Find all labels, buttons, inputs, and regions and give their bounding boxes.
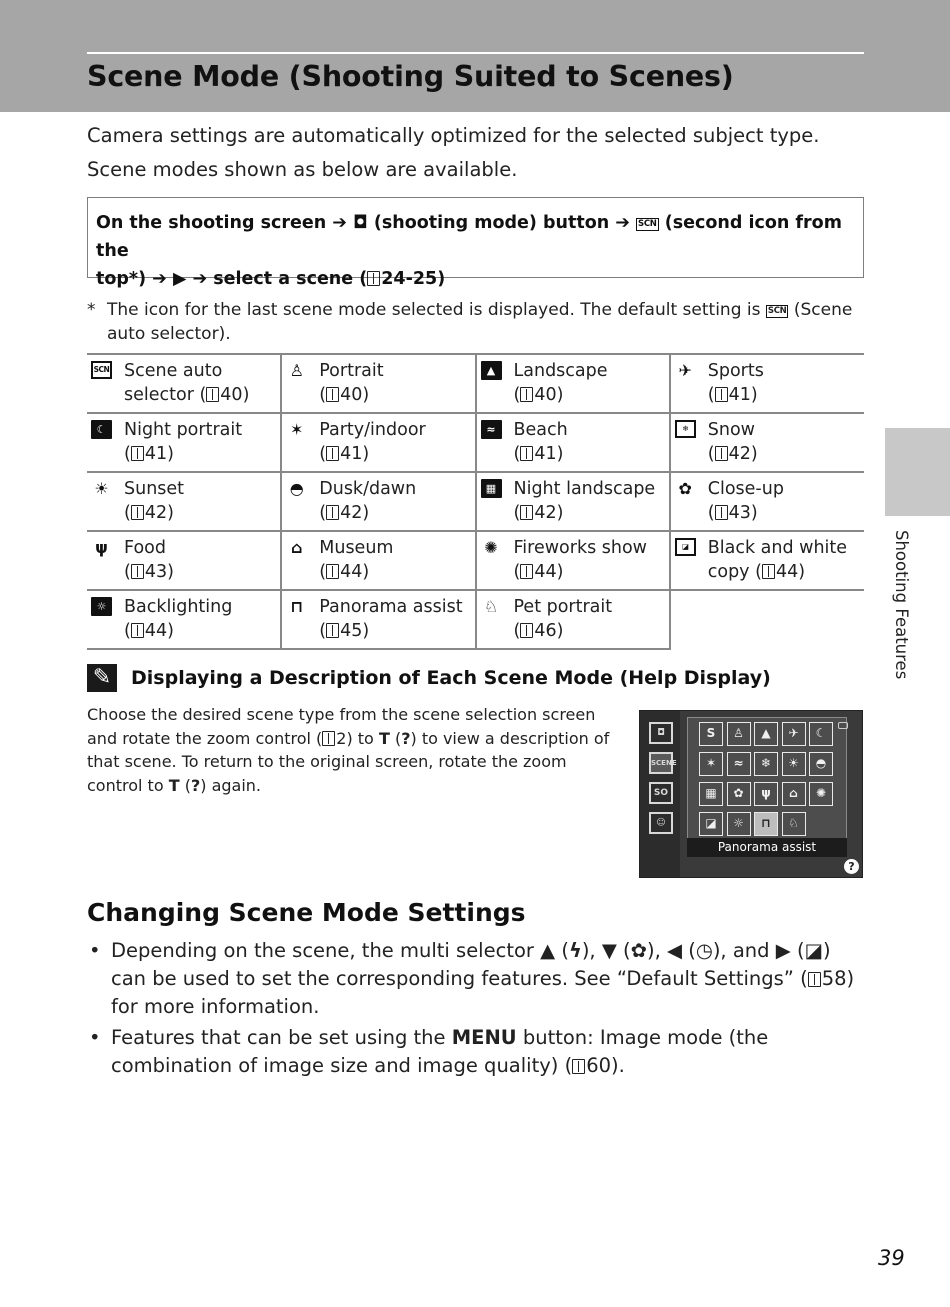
scene-table-row [87,590,864,649]
book-reference-icon [572,1059,585,1074]
panorama-assist-icon: ⊓ [754,812,778,836]
scene-ref-prefix: ( [124,621,131,641]
black-and-white-copy-icon: ◪ [699,812,723,836]
scene-auto-icon: SCN [638,219,657,229]
book-reference-icon [326,505,339,520]
scene-page-ref: 44) [144,621,174,641]
sports-icon: ✈ [782,722,806,746]
portrait-icon: ♙ [289,361,304,380]
dusk-dawn-icon: ◓ [809,752,833,776]
intro-line-2: Scene modes shown as below are available. [87,158,518,181]
scene-name: Night landscape [513,479,656,499]
scene-name: Night portrait [124,420,243,440]
landscape-icon: ▲ [481,361,502,380]
bullet-text: ) can be used to set the corresponding features. See “Default Settings” ( [111,939,831,990]
triangle-down-icon: ▼ [601,939,617,962]
navigation-path-box [87,197,864,289]
scene-cell [476,354,670,413]
sunset-icon: ☀ [94,479,109,498]
intro-line-1: Camera settings are automatically optimized for the selected subject type. [87,124,820,147]
book-reference-icon [715,387,728,402]
scene-page-ref: 42) [534,503,564,523]
nav-page-ref: 24-25) [381,269,446,289]
bullet-text: ), and [712,939,770,962]
footnote-text-after: (Scene auto selector). [107,300,853,344]
scene-cell [281,590,475,649]
book-reference-icon [131,623,144,638]
arrow-right-icon: ➔ [192,269,208,289]
pet-portrait-icon: ♘ [483,597,499,616]
scene-auto-icon: SCN [767,306,787,316]
scene-table-row [87,354,864,413]
scene-label [319,418,470,466]
footnote-text [87,298,864,346]
nav-text: top*) [96,269,147,289]
book-reference-icon [131,564,144,579]
scene-cell [281,472,475,531]
book-reference-icon [131,446,144,461]
scene-page-ref: 40) [340,385,370,405]
scene-name: Close-up [707,479,784,499]
scene-label [319,359,470,407]
scene-label [708,536,860,584]
scene-cell [476,531,670,590]
snow-icon: ❄ [675,420,696,438]
night-portrait-icon: ☾ [91,420,112,439]
scene-name: Portrait [319,361,384,381]
note-text: ) to view a description of that scene. To return to the original screen, rotate the zoom control to [87,728,610,795]
bullet-list [87,937,864,1083]
bullet-item [87,937,864,1021]
scene-label [124,595,276,643]
note-text: 2) to [336,728,374,748]
sport-continuous-icon: SO [649,782,673,804]
scene-ref-prefix: ( [513,621,521,641]
black-and-white-copy-icon: ◪ [675,538,696,556]
scene-label [708,418,860,466]
flash-icon: ϟ [568,939,582,962]
scene-name: Fireworks show [513,538,647,558]
book-reference-icon [326,446,339,461]
scene-name: Food [124,538,166,558]
scene-name: Landscape [513,361,608,381]
scene-page-ref: 44) [534,562,564,582]
bullet-text: ( [623,939,631,962]
camera-icon: ◘ [353,213,368,233]
scene-label [708,477,860,525]
bullet-text: button: Image mode (the combination of image size and image quality) ( [111,1026,769,1077]
page-number: 39 [878,1246,905,1270]
scene-ref-prefix: ( [124,562,131,582]
scene-ref-prefix: ( [707,385,715,405]
scene-auto-icon: SCN [91,361,112,379]
scene-ref-prefix: ( [513,503,521,523]
scene-name: Sunset [124,479,185,499]
header-rule [87,52,864,54]
scene-icon: SCENE [649,752,673,774]
book-reference-icon [715,505,728,520]
book-reference-icon [131,505,144,520]
bullet-text: ), [581,939,602,962]
book-reference-icon [520,505,533,520]
scene-cell [87,413,281,472]
triangle-left-icon: ◀ [667,939,682,962]
panorama-assist-icon: ⊓ [290,597,304,616]
scene-ref-prefix: ( [319,444,327,464]
scene-ref-prefix: ( [707,503,715,523]
note-pencil-icon: ✎ [87,664,117,692]
scene-cell [670,472,864,531]
scene-page-ref: 42) [144,503,174,523]
food-icon: ψ [754,782,778,806]
scene-page-ref: 41) [728,385,758,405]
scene-name: Pet portrait [513,597,613,617]
tele-icon: T [378,728,390,748]
backlighting-icon: ☼ [91,597,112,616]
scene-ref-prefix: ( [707,444,715,464]
scene-ref-prefix: ( [319,562,327,582]
scene-ref-prefix: ( [513,385,521,405]
scene-label [124,418,276,466]
beach-icon: ≈ [727,752,751,776]
nav-text: select a scene ( [213,269,368,289]
night-landscape-icon: ▦ [699,782,723,806]
scene-cell [670,531,864,590]
scene-ref-prefix: ( [513,562,521,582]
note-body [87,703,612,797]
help-icon: ? [190,775,201,795]
scene-name: Scene auto [124,361,223,381]
scene-cell [87,354,281,413]
scene-table-row [87,531,864,590]
scene-page-ref: 44) [340,562,370,582]
scene-cell [281,413,475,472]
scene-auto-icon: S [699,722,723,746]
header-band [0,0,950,112]
arrow-right-icon: ➔ [615,213,630,233]
scene-ref-prefix: ( [513,444,521,464]
scene-label [319,477,470,525]
scene-cell-empty [670,590,864,649]
book-reference-icon [326,564,339,579]
scene-page-ref: 41) [144,444,174,464]
book-reference-icon [322,731,335,746]
scene-ref-prefix: ( [124,444,131,464]
scene-name: Sports [707,361,764,381]
bullet-item [87,1024,864,1080]
scene-name: Black and white [707,538,848,558]
scene-name: Party/indoor [319,420,426,440]
help-icon: ? [844,859,859,874]
book-reference-icon [367,271,380,286]
bullet-text: ( [688,939,696,962]
night-portrait-icon: ☾ [809,722,833,746]
book-reference-icon [206,387,219,402]
scene-table-row [87,472,864,531]
bullet-text: 60). [586,1054,625,1077]
scene-cell [87,531,281,590]
exposure-compensation-icon: ◪ [804,939,823,962]
scene-page-ref: 41) [340,444,370,464]
bullet-text: 58) for more information. [111,967,855,1018]
museum-icon: ⌂ [291,538,303,557]
help-icon: ? [401,728,411,748]
book-reference-icon [520,446,533,461]
triangle-up-icon: ▲ [540,939,556,962]
smart-portrait-icon: ☺ [649,812,673,834]
book-reference-icon [808,972,821,987]
scene-label [514,595,665,643]
scene-label [514,359,665,407]
scene-page-ref: 43) [728,503,758,523]
museum-icon: ⌂ [782,782,806,806]
scene-cell [87,590,281,649]
scene-name: Dusk/dawn [319,479,417,499]
beach-icon: ≈ [481,420,502,439]
triangle-right-icon: ▶ [775,939,791,962]
scene-cell [281,354,475,413]
scene-ref-prefix: ( [319,385,327,405]
scene-cell [281,531,475,590]
book-reference-icon [762,564,775,579]
scene-table-row [87,413,864,472]
tele-icon: T [168,775,180,795]
scene-mode-table [87,353,864,650]
note-text: ( [184,775,191,795]
scene-page-ref: 44) [775,562,806,582]
camera-caption: Panorama assist [687,838,847,857]
party-indoor-icon: ✶ [290,420,304,439]
nav-text: On the shooting screen [96,213,327,233]
bullet-text: ), [646,939,667,962]
scene-ref-prefix: copy ( [707,562,762,582]
scene-ref-prefix: ( [319,503,327,523]
chapter-tab [885,428,950,516]
note-text: ) again. [200,775,262,795]
scene-cell [670,413,864,472]
scene-cell [476,590,670,649]
footnote-text-before: The icon for the last scene mode selected is displayed. The default setting is [107,300,761,320]
bullet-text: Features that can be set using the [111,1026,446,1049]
arrow-right-icon: ➔ [152,269,167,289]
section-title: Changing Scene Mode Settings [87,898,526,927]
sunset-icon: ☀ [782,752,806,776]
scene-page-ref: 42) [728,444,758,464]
close-up-icon: ✿ [678,479,692,498]
close-up-icon: ✿ [727,782,751,806]
battery-icon [838,722,848,729]
scene-name: Museum [319,538,394,558]
bullet-text: Depending on the scene, the multi selector [111,939,534,962]
scene-name: Beach [513,420,568,440]
scene-cell [476,472,670,531]
note-text: ( [394,728,402,748]
nav-text: (shooting mode) button [373,213,610,233]
scene-page-ref: 46) [534,621,564,641]
book-reference-icon [715,446,728,461]
scene-page-ref: 42) [340,503,370,523]
fireworks-icon: ✺ [809,782,833,806]
book-reference-icon [520,623,533,638]
chapter-label: Shooting Features [892,530,911,680]
book-reference-icon [520,387,533,402]
scene-label [708,359,860,407]
scene-page-ref: 41) [534,444,564,464]
sports-icon: ✈ [678,361,692,380]
backlighting-icon: ☼ [727,812,751,836]
note-text: Choose the desired scene type from the scene selection screen and rotate the zoom control ( [87,705,596,748]
book-reference-icon [520,564,533,579]
self-timer-icon: ◷ [695,939,713,962]
scene-cell [476,413,670,472]
scene-label [124,477,276,525]
scene-label [319,536,470,584]
arrow-right-icon: ➔ [332,213,347,233]
footnote [87,298,864,346]
bullet-text: ( [796,939,805,962]
book-reference-icon [326,387,339,402]
scene-ref-prefix: selector ( [124,385,207,405]
book-reference-icon [326,623,339,638]
scene-name: Panorama assist [319,597,463,617]
scene-cell [87,472,281,531]
footnote-marker: * [87,300,96,320]
scene-page-ref: 43) [144,562,174,582]
nav-text: (second icon from the [96,213,842,261]
bullet-text: ( [561,939,569,962]
scene-ref-prefix: ( [124,503,131,523]
dusk-dawn-icon: ◓ [289,479,304,498]
scene-name: Snow [707,420,755,440]
food-icon: ψ [95,538,108,557]
scene-label [514,536,665,584]
page-title: Scene Mode (Shooting Suited to Scenes) [87,60,734,93]
scene-label [514,418,665,466]
scene-name: Backlighting [124,597,233,617]
pet-portrait-icon: ♘ [782,812,806,836]
landscape-icon: ▲ [754,722,778,746]
scene-page-ref: 40) [220,385,250,405]
macro-icon: ✿ [630,939,647,962]
scene-page-ref: 40) [534,385,564,405]
scene-label [124,359,276,407]
fireworks-icon: ✺ [484,538,498,557]
camera-side-menu [640,711,680,877]
menu-button-label: MENU [451,1026,517,1049]
scene-cell [670,354,864,413]
night-landscape-icon: ▦ [481,479,502,498]
portrait-icon: ♙ [727,722,751,746]
triangle-right-icon: ▶ [172,269,187,289]
scene-label [124,536,276,584]
scene-ref-prefix: ( [319,621,327,641]
scene-page-ref: 45) [340,621,370,641]
camera-screen-illustration [639,710,863,878]
camera-icon: ◘ [649,722,673,744]
party-indoor-icon: ✶ [699,752,723,776]
snow-icon: ❄ [754,752,778,776]
scene-label [514,477,665,525]
scene-label [319,595,470,643]
note-heading: Displaying a Description of Each Scene Mode (Help Display) [131,667,771,689]
